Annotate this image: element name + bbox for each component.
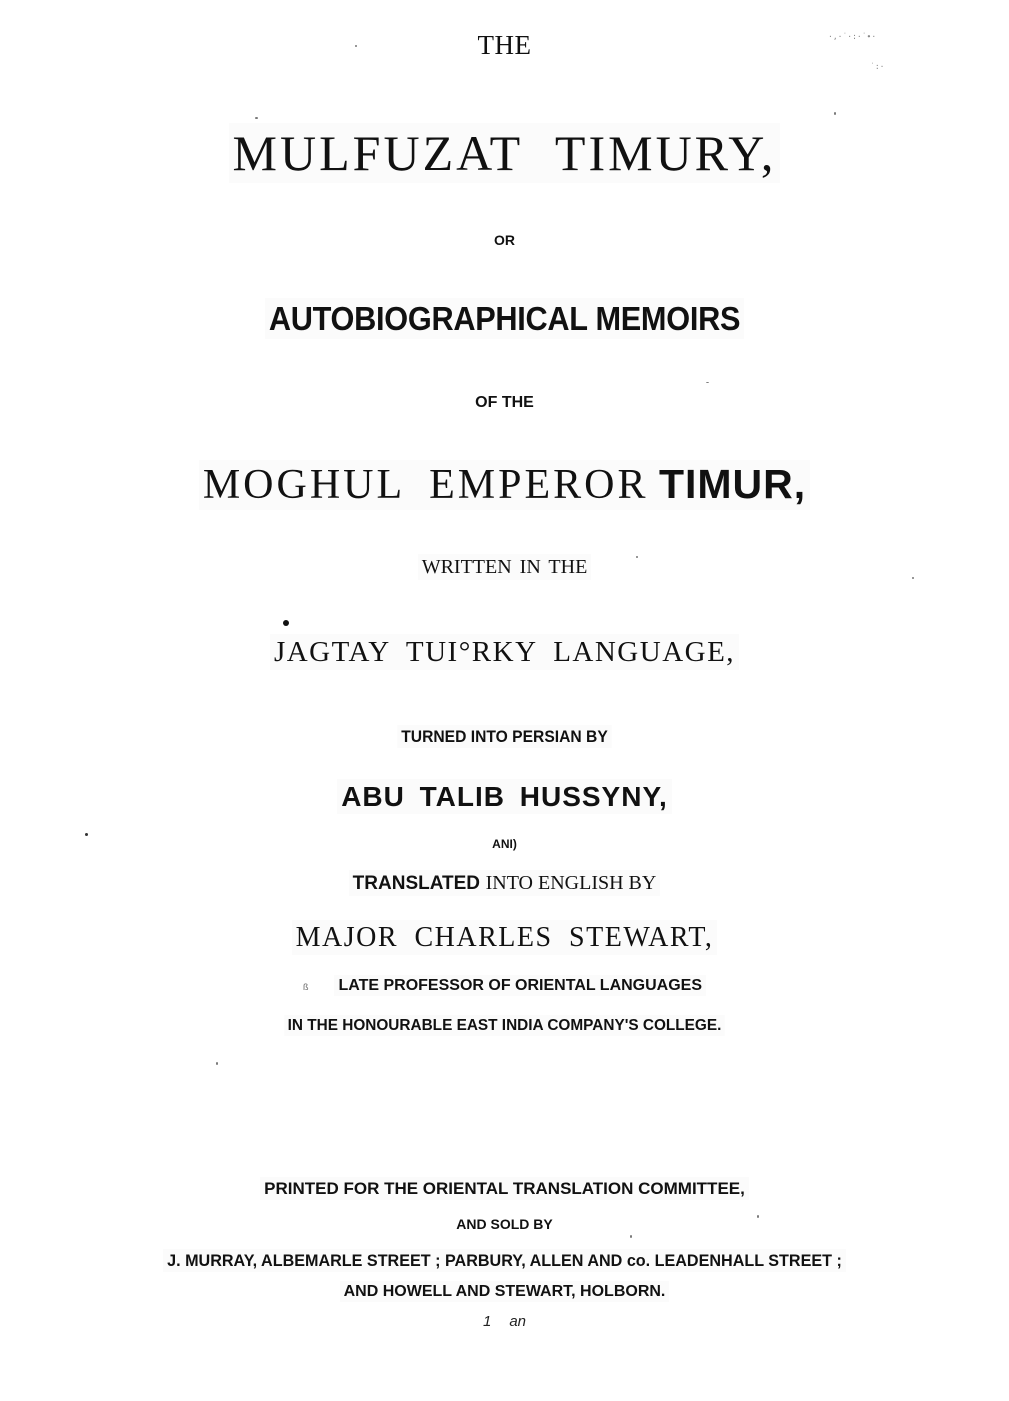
or-text: OR — [494, 232, 515, 248]
written-in-text: WRITTEN IN THE — [418, 554, 592, 580]
persian-translator-line — [0, 783, 1009, 811]
translated-text: TRANSLATED — [352, 873, 481, 894]
translated-into-english-line — [0, 873, 1009, 893]
into-english-text: INTO ENGLISH BY — [485, 872, 657, 894]
scan-speck — [283, 620, 289, 626]
imprint-footer — [0, 1314, 1009, 1329]
scan-speck — [255, 117, 258, 119]
college-text: IN THE HONOURABLE EAST INDIA COMPANY'S COLLEGE. — [284, 1015, 725, 1036]
professor-line — [0, 978, 1009, 994]
book-subtitle-text: AUTOBIOGRAPHICAL MEMOIRS — [265, 298, 744, 339]
sold-by-text: AND SOLD BY — [456, 1216, 553, 1232]
scan-speck — [216, 1062, 218, 1065]
imprint-sold-by — [0, 1217, 1009, 1231]
scan-noise: ˙:· — [870, 62, 885, 71]
printed-for-text: PRINTED FOR THE ORIENTAL TRANSLATION COMMITTEE, — [260, 1177, 749, 1200]
scan-noise: ·,·˙·:·˙∙· — [828, 32, 877, 41]
footer-text: an — [509, 1313, 527, 1330]
stray-mark: ß — [302, 982, 309, 992]
persian-translator-name: ABU TALIB HUSSYNY, — [337, 779, 672, 814]
emperor-line — [0, 461, 1009, 508]
scan-speck — [630, 1235, 632, 1238]
and-connector — [0, 838, 1009, 850]
scan-speck — [912, 577, 914, 579]
scan-speck — [636, 556, 638, 558]
emperor-name-text: TIMUR, — [658, 461, 807, 507]
turned-into-persian-text: TURNED INTO PERSIAN BY — [398, 725, 612, 748]
english-translator-line — [0, 924, 1009, 952]
emperor-title-text: MOGHUL EMPEROR — [202, 462, 649, 508]
imprint-sellers-line-1 — [25, 1252, 984, 1269]
of-the-text: OF THE — [475, 394, 534, 411]
professor-text: LATE PROFESSOR OF ORIENTAL LANGUAGES — [334, 975, 706, 996]
scan-speck — [355, 45, 357, 47]
book-title-text: MULFUZAT TIMURY, — [229, 123, 781, 183]
english-translator-name: MAJOR CHARLES STEWART, — [292, 920, 718, 955]
and-text: ANI) — [492, 837, 517, 851]
footer-number: 1 — [482, 1313, 492, 1330]
imprint-printed-for — [0, 1180, 1009, 1197]
of-the-connector — [0, 395, 1009, 411]
book-title — [0, 125, 1009, 181]
scan-speck — [757, 1215, 759, 1218]
college-line — [20, 1018, 989, 1034]
sellers-text-1: J. MURRAY, ALBEMARLE STREET ; PARBURY, ALLEN AND co. LEADENHALL STREET ; — [163, 1249, 845, 1272]
scan-speck — [85, 833, 88, 836]
book-subtitle — [35, 302, 973, 335]
scan-speck — [706, 382, 709, 383]
written-in-line — [0, 557, 1009, 577]
language-line — [0, 638, 1009, 667]
scan-speck — [834, 112, 836, 115]
imprint-sellers-line-2 — [0, 1284, 1009, 1300]
turned-into-persian-line — [40, 728, 968, 745]
or-connector — [0, 233, 1009, 247]
sellers-text-2: AND HOWELL AND STEWART, HOLBORN. — [340, 1281, 670, 1302]
language-text: JAGTAY TUI°RKY LANGUAGE, — [270, 634, 739, 670]
title-article-text: THE — [477, 30, 532, 60]
